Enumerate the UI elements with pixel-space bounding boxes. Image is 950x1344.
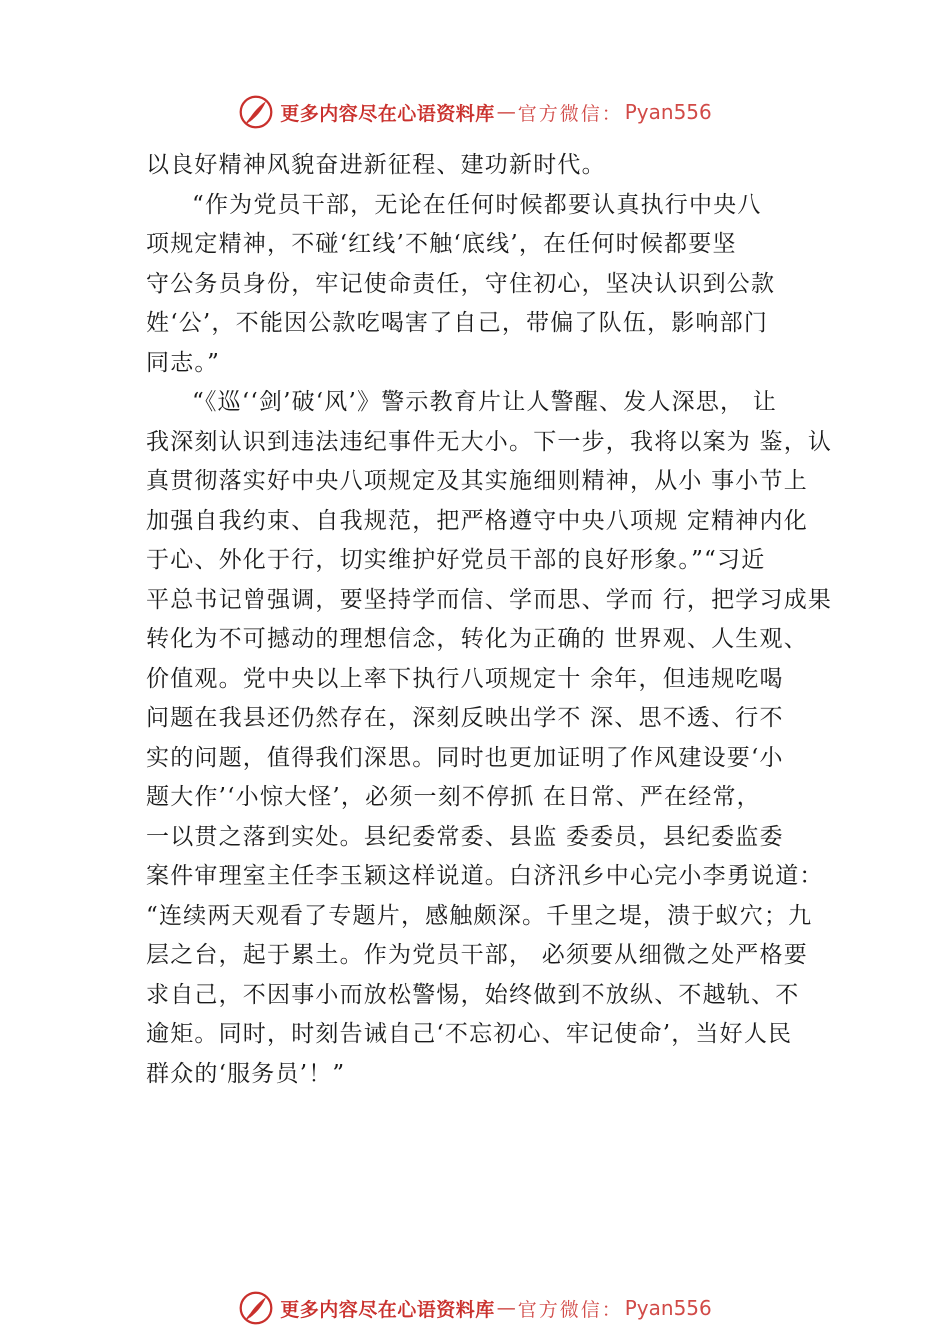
text-line: 转化为不可撼动的理想信念，转化为正确的 世界观、人生观、 bbox=[146, 626, 808, 652]
text-line: 求自己，不因事小而放松警惕，始终做到不放纵、不越轨、不 bbox=[146, 981, 800, 1008]
text-line: 同志。” bbox=[146, 349, 221, 376]
text-line: 以良好精神风貌奋进新征程、建功新时代。 bbox=[146, 152, 606, 178]
watermark-wechat-label: 官方微信： bbox=[517, 1298, 623, 1321]
quill-pen-logo-icon bbox=[238, 1290, 274, 1326]
watermark-wechat-label: 官方微信： bbox=[517, 102, 623, 125]
text-line: 真贯彻落实好中央八项规定及其实施细则精神，从小 事小节上 bbox=[146, 468, 808, 494]
text-line: 我深刻认识到违法违纪事件无大小。下一步，我将以案为 鉴，认 bbox=[146, 428, 833, 455]
text-line: 一以贯之落到实处。县纪委常委、县监 委委员，县纪委监委 bbox=[146, 823, 784, 850]
text-line: “作为党员干部，无论在任何时候都要认真执行中央八 bbox=[192, 191, 762, 218]
header-watermark bbox=[0, 92, 950, 132]
text-line: “连续两天观看了专题片，感触颇深。千里之堤，溃于蚁穴；九 bbox=[146, 902, 813, 929]
text-line: 平总书记曾强调，要坚持学而信、学而思、学而 行，把学习成果 bbox=[146, 586, 833, 613]
text-line: 加强自我约束、自我规范，把严格遵守中央八项规 定精神内化 bbox=[146, 507, 808, 534]
text-line: 姓‘公’，不能因公款吃喝害了自己，带偏了队伍，影响部门 bbox=[146, 310, 769, 336]
text-line: 项规定精神，不碰‘红线’不触‘底线’，在任何时候都要坚 bbox=[146, 231, 737, 257]
watermark-main-text: 更多内容尽在心语资料库 bbox=[280, 102, 495, 125]
text-line: 群众的‘服务员’！” bbox=[146, 1060, 346, 1087]
quill-pen-logo-icon bbox=[238, 94, 274, 130]
document-body bbox=[146, 146, 846, 1094]
text-line: 价值观。党中央以上率下执行八项规定十 余年，但违规吃喝 bbox=[146, 665, 784, 692]
text-line: 题大作’‘小惊大怪’，必须一刻不停抓 在日常、严在经常， bbox=[146, 784, 761, 810]
text-line: 案件审理室主任李玉颖这样说道。白济汛乡中心完小李勇说道： bbox=[146, 863, 824, 889]
watermark-wechat-id: Pyan556 bbox=[624, 1296, 712, 1320]
text-line: 实的问题，值得我们深思。同时也更加证明了作风建设要‘小 bbox=[146, 744, 784, 771]
text-line: 问题在我县还仍然存在，深刻反映出学不 深、思不透、行不 bbox=[146, 705, 784, 731]
text-line: “《巡‘‘剑’破‘风’》警示教育片让人警醒、发人深思， 让 bbox=[192, 389, 777, 415]
text-line: 守公务员身份，牢记使命责任，守住初心，坚决认识到公款 bbox=[146, 270, 776, 297]
footer-watermark bbox=[0, 1288, 950, 1328]
watermark-separator: — bbox=[496, 1297, 516, 1319]
text-line: 于心、外化于行，切实维护好党员干部的良好形象。”“习近 bbox=[146, 547, 766, 573]
watermark-separator: — bbox=[496, 101, 516, 123]
text-line: 逾矩。同时，时刻告诫自己‘不忘初心、牢记使命’，当好人民 bbox=[146, 1021, 793, 1047]
watermark-wechat-id: Pyan556 bbox=[624, 100, 712, 124]
watermark-main-text: 更多内容尽在心语资料库 bbox=[280, 1298, 495, 1321]
text-line: 层之台，起于累土。作为党员干部， 必须要从细微之处严格要 bbox=[146, 942, 808, 968]
